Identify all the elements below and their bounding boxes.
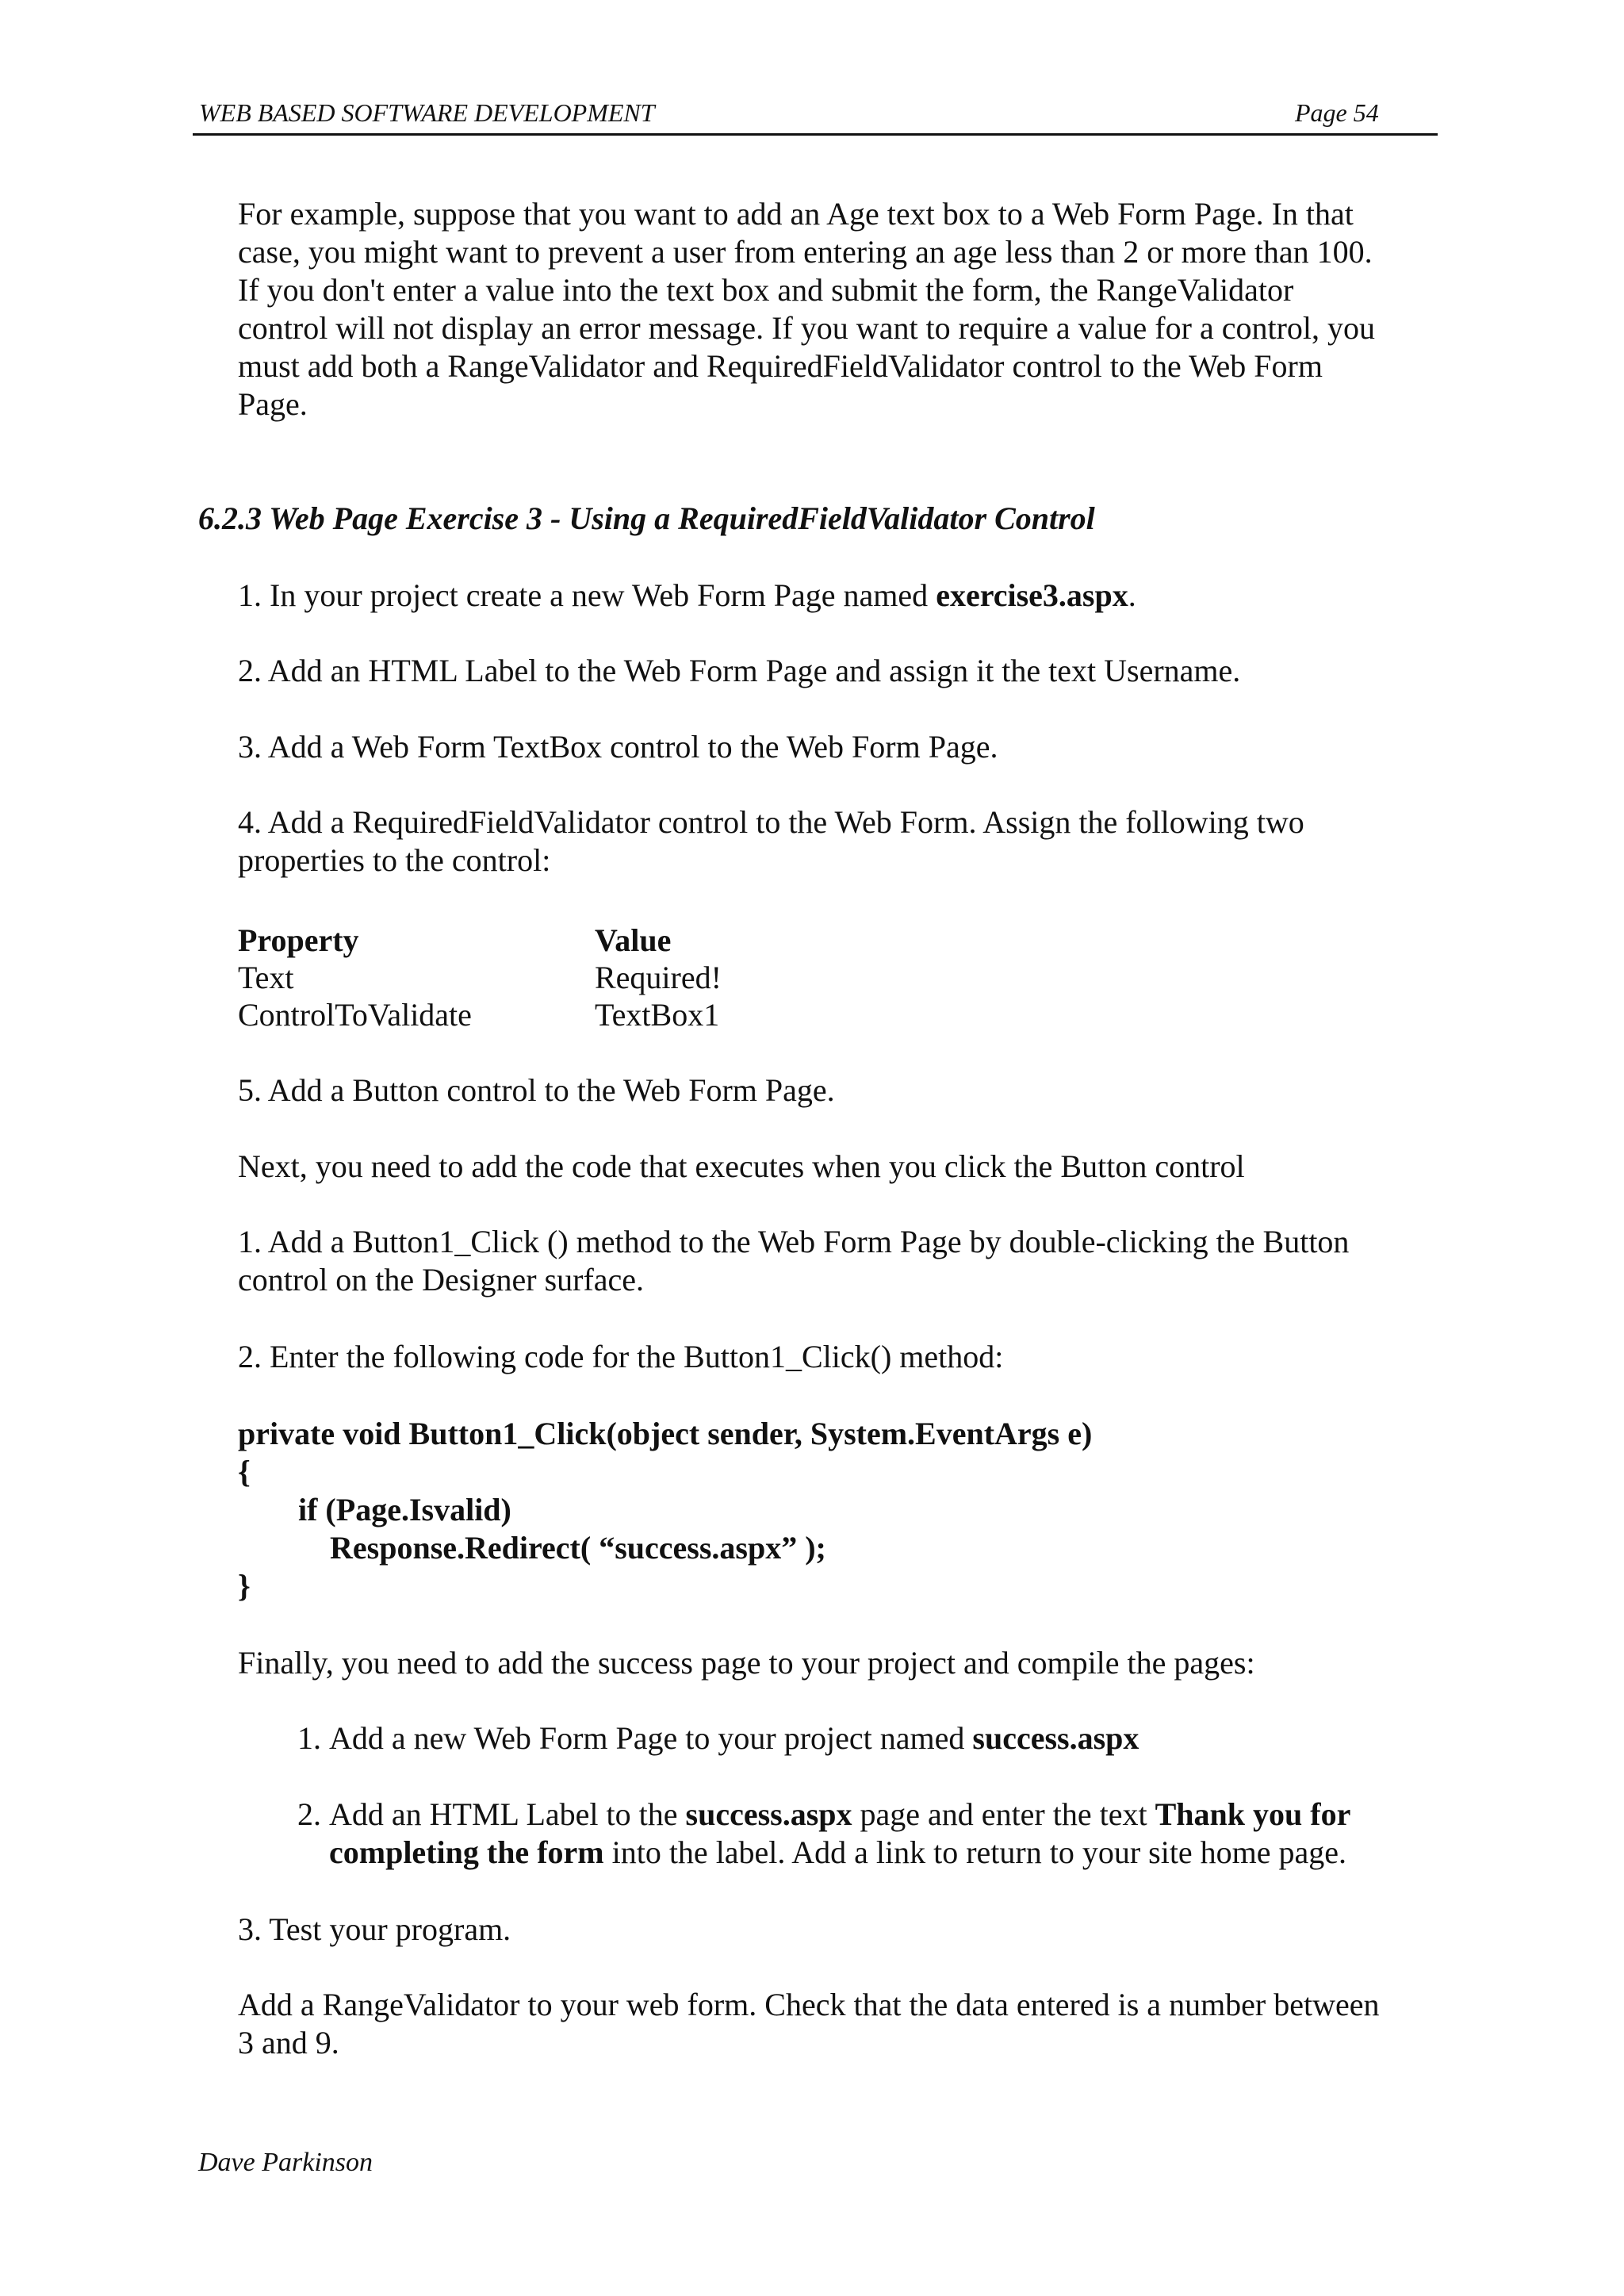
step-text: Add a new Web Form Page to your project named (329, 1720, 973, 1756)
intro-paragraph (238, 195, 1443, 424)
page-number: Page 54 (1295, 98, 1379, 127)
intro-line: For example, suppose that you want to add an Age text box to a Web Form Page. In that (238, 196, 1354, 232)
table-cell: Required! (595, 960, 722, 995)
table-cell: ControlToValidate (238, 997, 472, 1033)
code-step-2: 2. Enter the following code for the Button1_Click() method: (238, 1339, 1004, 1374)
table-cell: TextBox1 (595, 997, 720, 1033)
step-4 (238, 803, 1443, 880)
filename: success.aspx (685, 1796, 852, 1832)
label-text: completing the form (329, 1834, 604, 1870)
sub-step-2 (297, 1796, 1408, 1872)
step-line: 4. Add a RequiredFieldValidator control to the Web Form. Assign the following two (238, 804, 1304, 840)
code-block (238, 1415, 1092, 1605)
step-text: into the label. Add a link to return to your site home page. (603, 1834, 1347, 1870)
sub-step-1 (297, 1719, 1408, 1757)
range-paragraph (238, 1986, 1443, 2062)
table-header-cell: Property (238, 922, 359, 958)
step-text: . (1128, 577, 1136, 613)
step-line: Add a RangeValidator to your web form. Check that the data entered is a number between (238, 1987, 1380, 2022)
list-number: 2. (297, 1796, 321, 1832)
code-step-1 (238, 1223, 1443, 1299)
section-heading: 6.2.3 Web Page Exercise 3 - Using a RequiredFieldValidator Control (198, 500, 1095, 536)
step-5: 5. Add a Button control to the Web Form Page. (238, 1072, 835, 1108)
code-line: Response.Redirect( “success.aspx” ); (330, 1530, 826, 1566)
code-line: } (238, 1568, 251, 1604)
step-text: page and enter the text (852, 1796, 1155, 1832)
intro-line: control will not display an error message. If you want to require a value for a control, you (238, 310, 1376, 346)
step-line: control on the Designer surface. (238, 1262, 645, 1297)
intro-line: Page. (238, 386, 308, 422)
intro-line: case, you might want to prevent a user from entering an age less than 2 or more than 100. (238, 234, 1373, 270)
page-header (193, 94, 1438, 136)
intro-line: If you don't enter a value into the text box and submit the form, the RangeValidator (238, 272, 1294, 308)
label-text: Thank you for (1155, 1796, 1351, 1832)
filename: exercise3.aspx (936, 577, 1128, 613)
table-cell: Text (238, 960, 294, 995)
code-line: { (238, 1454, 251, 1489)
step-line: properties to the control: (238, 842, 551, 878)
step-line: 3 and 9. (238, 2025, 339, 2060)
header-title: WEB BASED SOFTWARE DEVELOPMENT (199, 98, 655, 127)
step-2: 2. Add an HTML Label to the Web Form Page and assign it the text Username. (238, 653, 1241, 688)
step-text: 1. In your project create a new Web Form Page named (238, 577, 936, 613)
code-line: private void Button1_Click(object sender, System.EventArgs e) (238, 1416, 1093, 1451)
step-text: Add an HTML Label to the (329, 1796, 686, 1832)
table-header-cell: Value (595, 922, 672, 958)
list-number: 1. (297, 1720, 321, 1756)
step-line: 1. Add a Button1_Click () method to the Web Form Page by double-clicking the Button (238, 1224, 1350, 1259)
page-footer: Dave Parkinson (198, 2148, 373, 2177)
finally-paragraph: Finally, you need to add the success page to your project and compile the pages: (238, 1645, 1255, 1681)
test-step: 3. Test your program. (238, 1911, 511, 1947)
step-3: 3. Add a Web Form TextBox control to the Web Form Page. (238, 729, 998, 765)
filename: success.aspx (972, 1720, 1139, 1756)
next-paragraph: Next, you need to add the code that executes when you click the Button control (238, 1148, 1245, 1184)
code-line: if (Page.Isvalid) (298, 1492, 511, 1527)
intro-line: must add both a RangeValidator and RequiredFieldValidator control to the Web Form (238, 348, 1323, 384)
step-1 (238, 577, 1443, 615)
